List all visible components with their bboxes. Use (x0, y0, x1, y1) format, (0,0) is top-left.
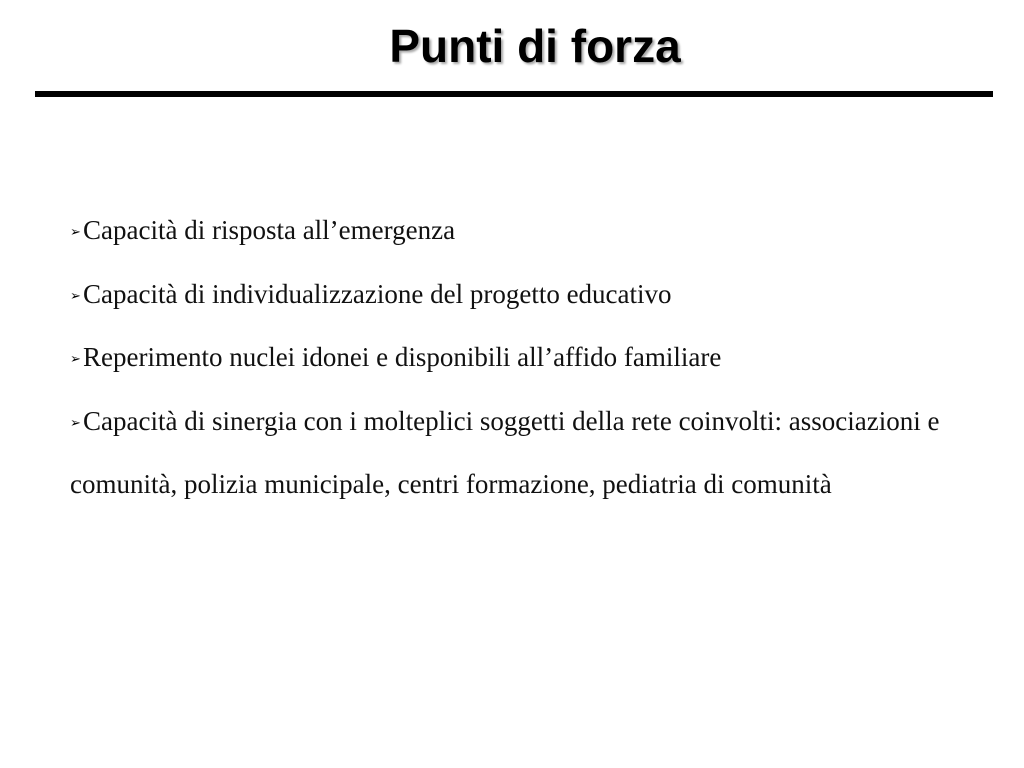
arrow-bullet-icon: ➢ (70, 225, 81, 240)
bullet-item (70, 391, 1000, 516)
bullet-text: Reperimento nuclei idonei e disponibili all’affido familiare (83, 342, 722, 372)
bullet-item (70, 327, 1000, 391)
bullet-item (70, 200, 1000, 264)
arrow-bullet-icon: ➢ (70, 288, 81, 304)
arrow-bullet-icon: ➢ (70, 352, 81, 367)
bullet-text: Capacità di sinergia con i molteplici soggetti della rete coinvolti: associazioni e comunità, polizia municipale, centri formazione, pediatria di comunità (70, 405, 940, 499)
bullet-list (70, 200, 1000, 516)
bullet-text: Capacità di individualizzazione del progetto educativo (83, 278, 672, 309)
title-divider (35, 91, 993, 97)
arrow-bullet-icon: ➢ (70, 415, 81, 431)
slide-title: Punti di forza (389, 20, 681, 72)
bullet-item (70, 264, 1000, 328)
bullet-text: Capacità di risposta all’emergenza (83, 215, 456, 245)
